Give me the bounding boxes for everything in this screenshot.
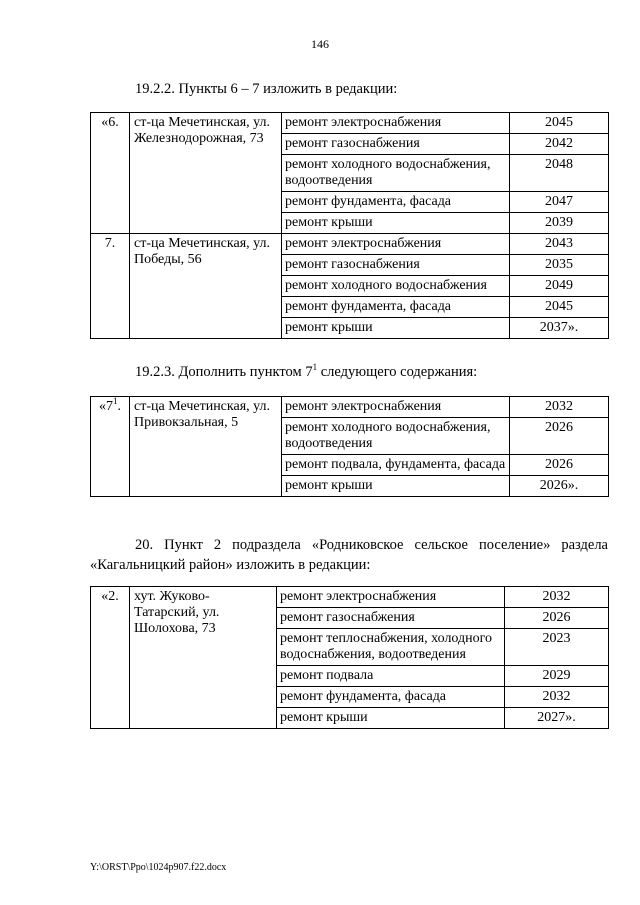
paragraph-20-line2: «Кагальницкий район» изложить в редакции: <box>90 557 371 573</box>
year-cell: 2026 <box>510 418 609 455</box>
work-type-cell: ремонт газоснабжения <box>282 255 510 276</box>
paragraph-19-2-2: 19.2.2. Пункты 6 – 7 изложить в редакции: <box>135 81 398 97</box>
work-type-cell: ремонт подвала, фундамента, фасада <box>282 455 510 476</box>
paragraph-19-2-3-sup: 1 <box>312 362 318 372</box>
table-row <box>91 234 609 255</box>
work-type-cell: ремонт электроснабжения <box>282 397 510 418</box>
year-cell: 2032 <box>505 587 609 608</box>
page-number: 146 <box>311 37 329 51</box>
paragraph-19-2-3 <box>135 362 605 382</box>
paragraph-20-line1: 20. Пункт 2 подраздела «Родниковское сельское поселение» раздела <box>135 537 608 553</box>
table-row <box>91 397 609 418</box>
year-cell: 2047 <box>510 192 609 213</box>
work-type-cell: ремонт теплоснабжения, холодного водоснабжения, водоотведения <box>277 629 505 666</box>
year-cell: 2039 <box>510 213 609 234</box>
year-cell: 2029 <box>505 666 609 687</box>
year-cell: 2035 <box>510 255 609 276</box>
year-cell: 2032 <box>505 687 609 708</box>
work-type-cell: ремонт газоснабжения <box>282 134 510 155</box>
year-cell: 2027». <box>505 708 609 729</box>
item-number <box>91 397 130 497</box>
work-type-cell: ремонт фундамента, фасада <box>277 687 505 708</box>
address-cell: ст-ца Мечетинская, ул. Победы, 56 <box>130 234 282 339</box>
item-number <box>91 234 130 339</box>
table-item-2 <box>90 586 609 729</box>
year-cell: 2045 <box>510 297 609 318</box>
table-items-6-7 <box>90 112 609 339</box>
item-number-suffix: . <box>117 399 121 414</box>
address-cell: ст-ца Мечетинская, ул. Привокзальная, 5 <box>130 397 282 497</box>
work-type-cell: ремонт крыши <box>282 476 510 497</box>
item-number-text: «2. <box>101 589 119 604</box>
year-cell: 2043 <box>510 234 609 255</box>
paragraph-19-2-3-after: следующего содержания: <box>317 364 478 380</box>
work-type-cell: ремонт крыши <box>282 213 510 234</box>
work-type-cell: ремонт электроснабжения <box>282 234 510 255</box>
table-row <box>91 587 609 608</box>
work-type-cell: ремонт подвала <box>277 666 505 687</box>
footer-file-path: Y:\ORST\Ppo\1024p907.f22.docx <box>90 862 227 873</box>
paragraph-20 <box>90 535 608 575</box>
year-cell: 2023 <box>505 629 609 666</box>
table-item-7-1 <box>90 396 609 497</box>
work-type-cell: ремонт холодного водоснабжения, водоотведения <box>282 155 510 192</box>
work-type-cell: ремонт фундамента, фасада <box>282 192 510 213</box>
work-type-cell: ремонт холодного водоснабжения <box>282 276 510 297</box>
year-cell: 2032 <box>510 397 609 418</box>
item-number-text: «6. <box>101 115 119 130</box>
year-cell: 2048 <box>510 155 609 192</box>
address-cell: хут. Жуково-Татарский, ул. Шолохова, 73 <box>130 587 277 729</box>
year-cell: 2026 <box>510 455 609 476</box>
year-cell: 2042 <box>510 134 609 155</box>
work-type-cell: ремонт крыши <box>277 708 505 729</box>
work-type-cell: ремонт электроснабжения <box>282 113 510 134</box>
item-number-text: «7 <box>99 399 113 414</box>
table-row <box>91 113 609 134</box>
year-cell: 2026 <box>505 608 609 629</box>
work-type-cell: ремонт крыши <box>282 318 510 339</box>
work-type-cell: ремонт фундамента, фасада <box>282 297 510 318</box>
work-type-cell: ремонт холодного водоснабжения, водоотведения <box>282 418 510 455</box>
item-number-sup: 1 <box>113 396 118 406</box>
paragraph-19-2-3-before: 19.2.3. Дополнить пунктом 7 <box>135 364 313 380</box>
year-cell: 2026». <box>510 476 609 497</box>
year-cell: 2049 <box>510 276 609 297</box>
item-number <box>91 113 130 234</box>
work-type-cell: ремонт электроснабжения <box>277 587 505 608</box>
work-type-cell: ремонт газоснабжения <box>277 608 505 629</box>
year-cell: 2045 <box>510 113 609 134</box>
item-number-text: 7. <box>104 236 116 251</box>
address-cell: ст-ца Мечетинская, ул. Железнодорожная, 73 <box>130 113 282 234</box>
year-cell: 2037». <box>510 318 609 339</box>
item-number <box>91 587 130 729</box>
